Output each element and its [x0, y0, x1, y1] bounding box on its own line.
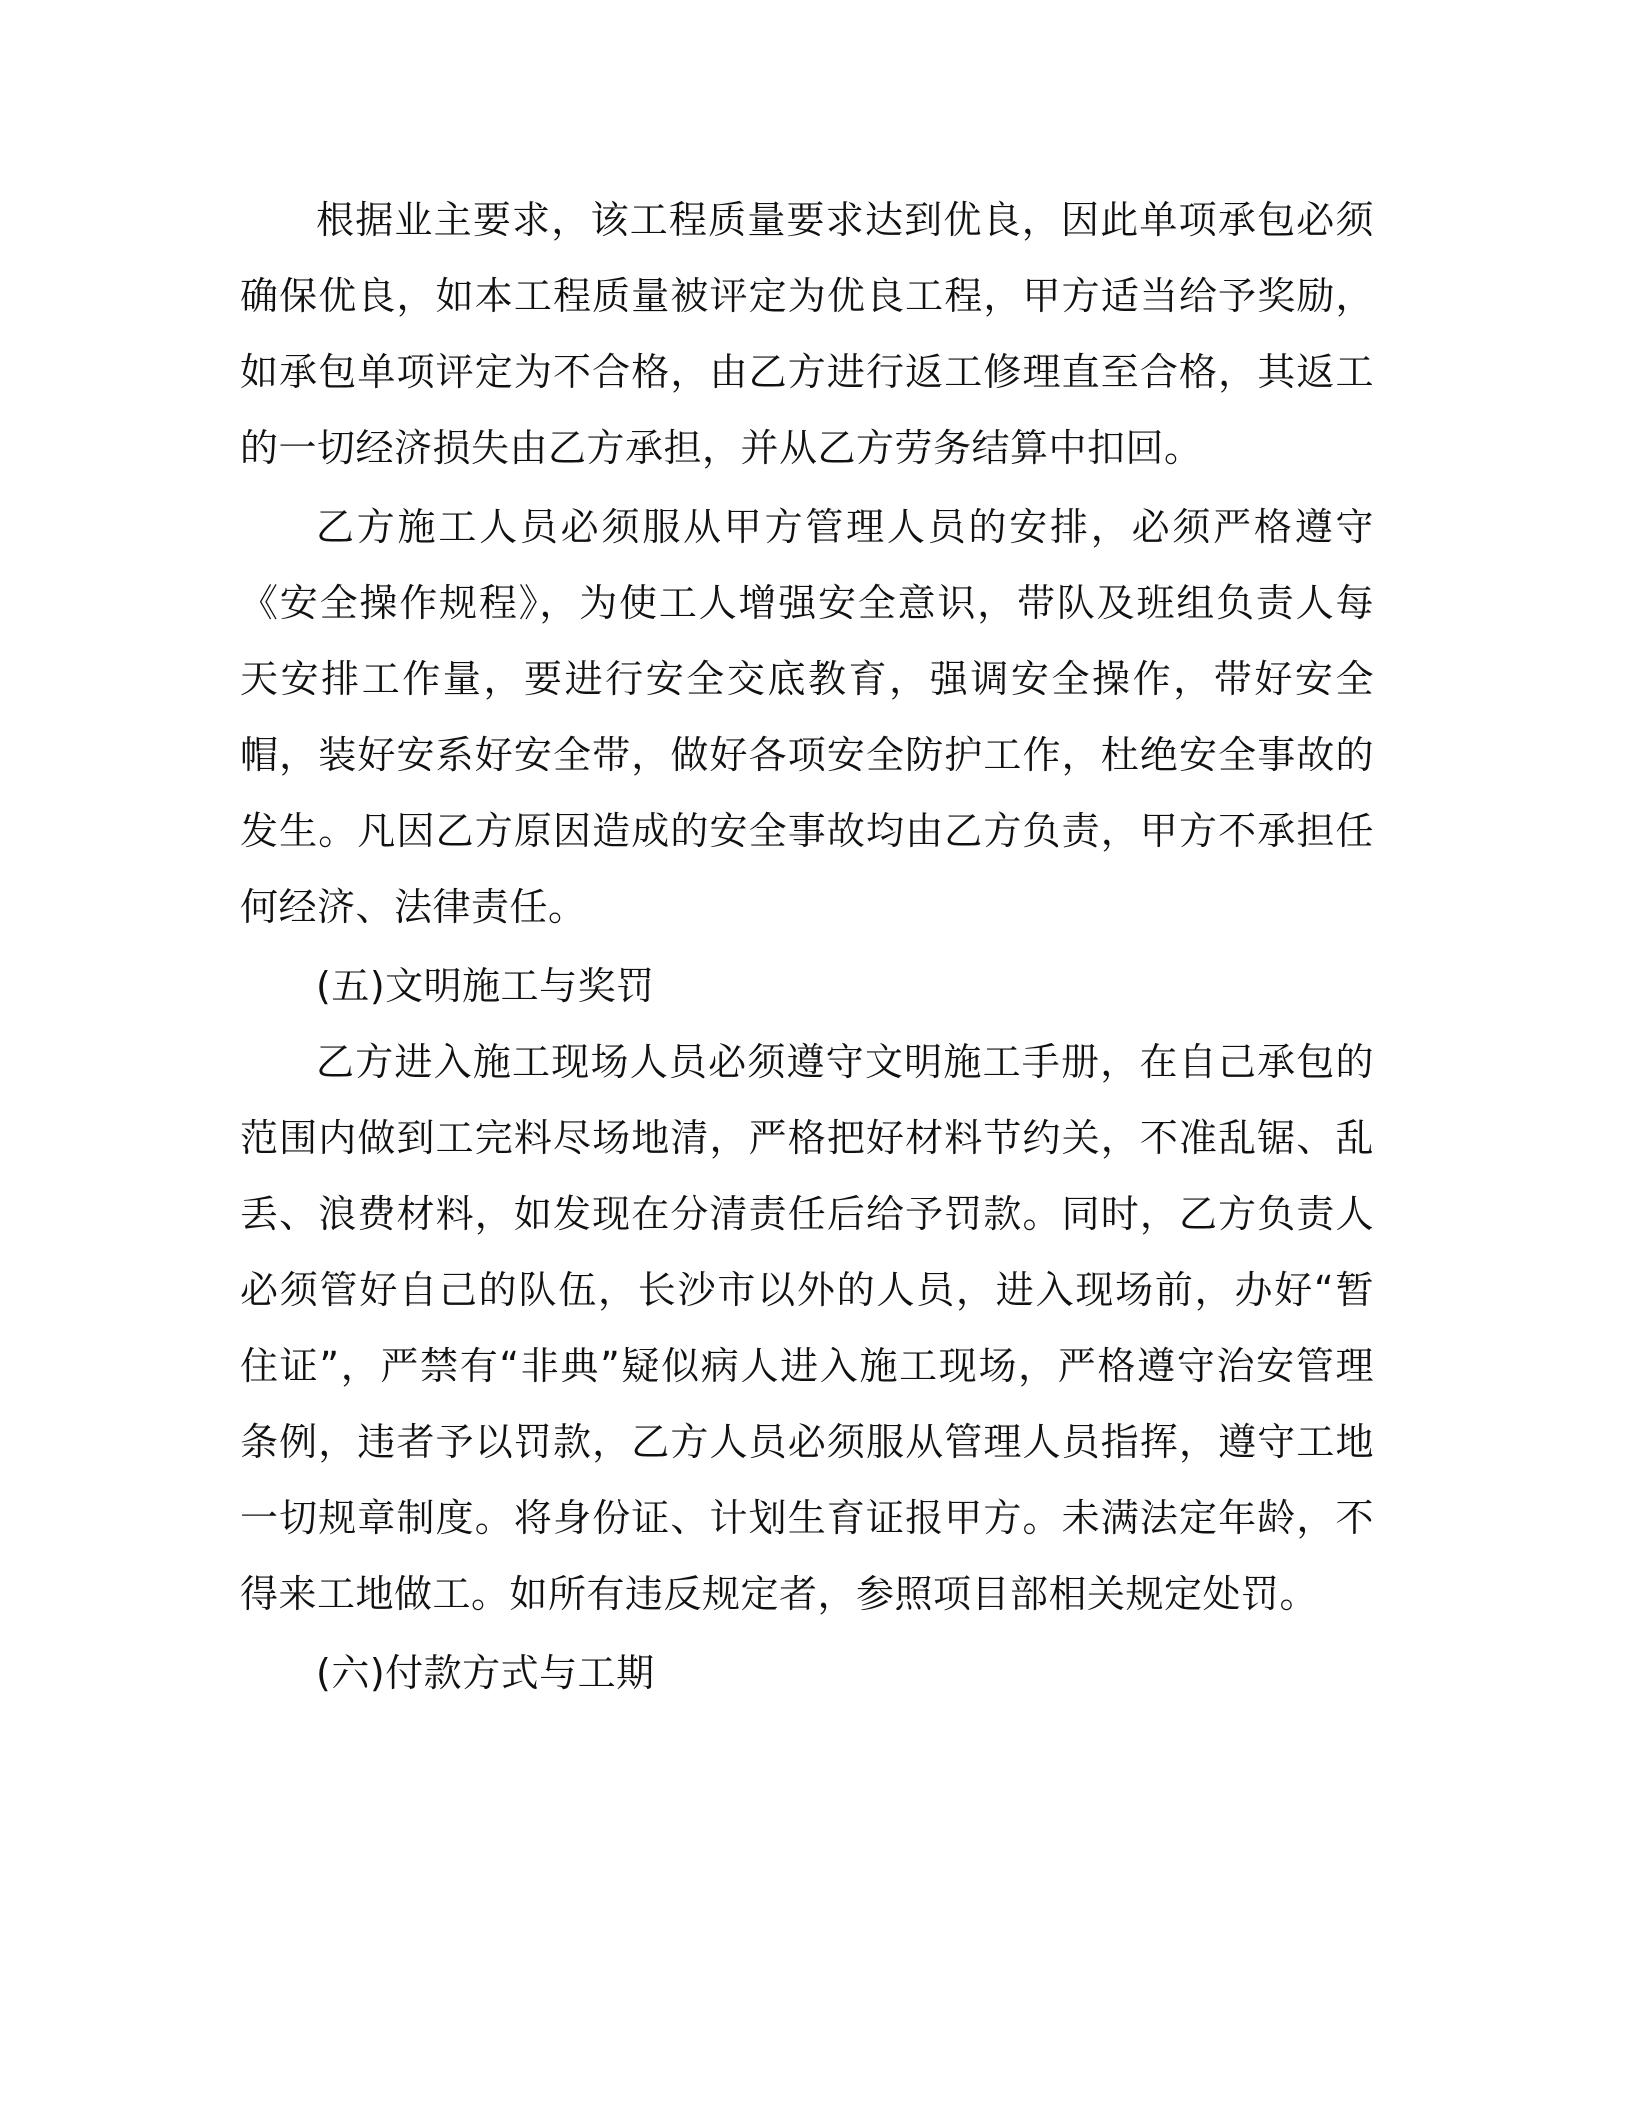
paragraph-safety: 乙方施工人员必须服从甲方管理人员的安排，必须严格遵守《安全操作规程》，为使工人增强安全意识，带队及班组负责人每天安排工作量，要进行安全交底教育，强调安全操作，带好安全帽，装好安系好安全带，做好各项安全防护工作，杜绝安全事故的发生。凡因乙方原因造成的安全事故均由乙方负责，甲方不承担任何经济、法律责任。 [240, 505, 1374, 929]
paragraph-quality: 根据业主要求，该工程质量要求达到优良，因此单项承包必须确保优良，如本工程质量被评定为优良工程，甲方适当给予奖励，如承包单项评定为不合格，由乙方进行返工修理直至合格，其返工的一切经济损失由乙方承担，并从乙方劳务结算中扣回。 [240, 198, 1374, 470]
section-heading-payment-schedule: (六)付款方式与工期 [316, 1651, 655, 1695]
paragraph-civilized-construction: 乙方进入施工现场人员必须遵守文明施工手册，在自己承包的范围内做到工完料尽场地清，严格把好材料节约关，不准乱锯、乱丢、浪费材料，如发现在分清责任后给予罚款。同时，乙方负责人必须管好自己的队伍，长沙市以外的人员，进入现场前，办好“暂住证”，严禁有“非典”疑似病人进入施工现场，严格遵守治安管理条例，违者予以罚款，乙方人员必须服从管理人员指挥，遵守工地一切规章制度。将身份证、计划生育证报甲方。未满法定年龄，不得来工地做工。如所有违反规定者，参照项目部相关规定处罚。 [240, 1040, 1374, 1616]
document-body [240, 182, 1374, 1711]
section-heading-civilized-construction: (五)文明施工与奖罚 [316, 964, 655, 1008]
